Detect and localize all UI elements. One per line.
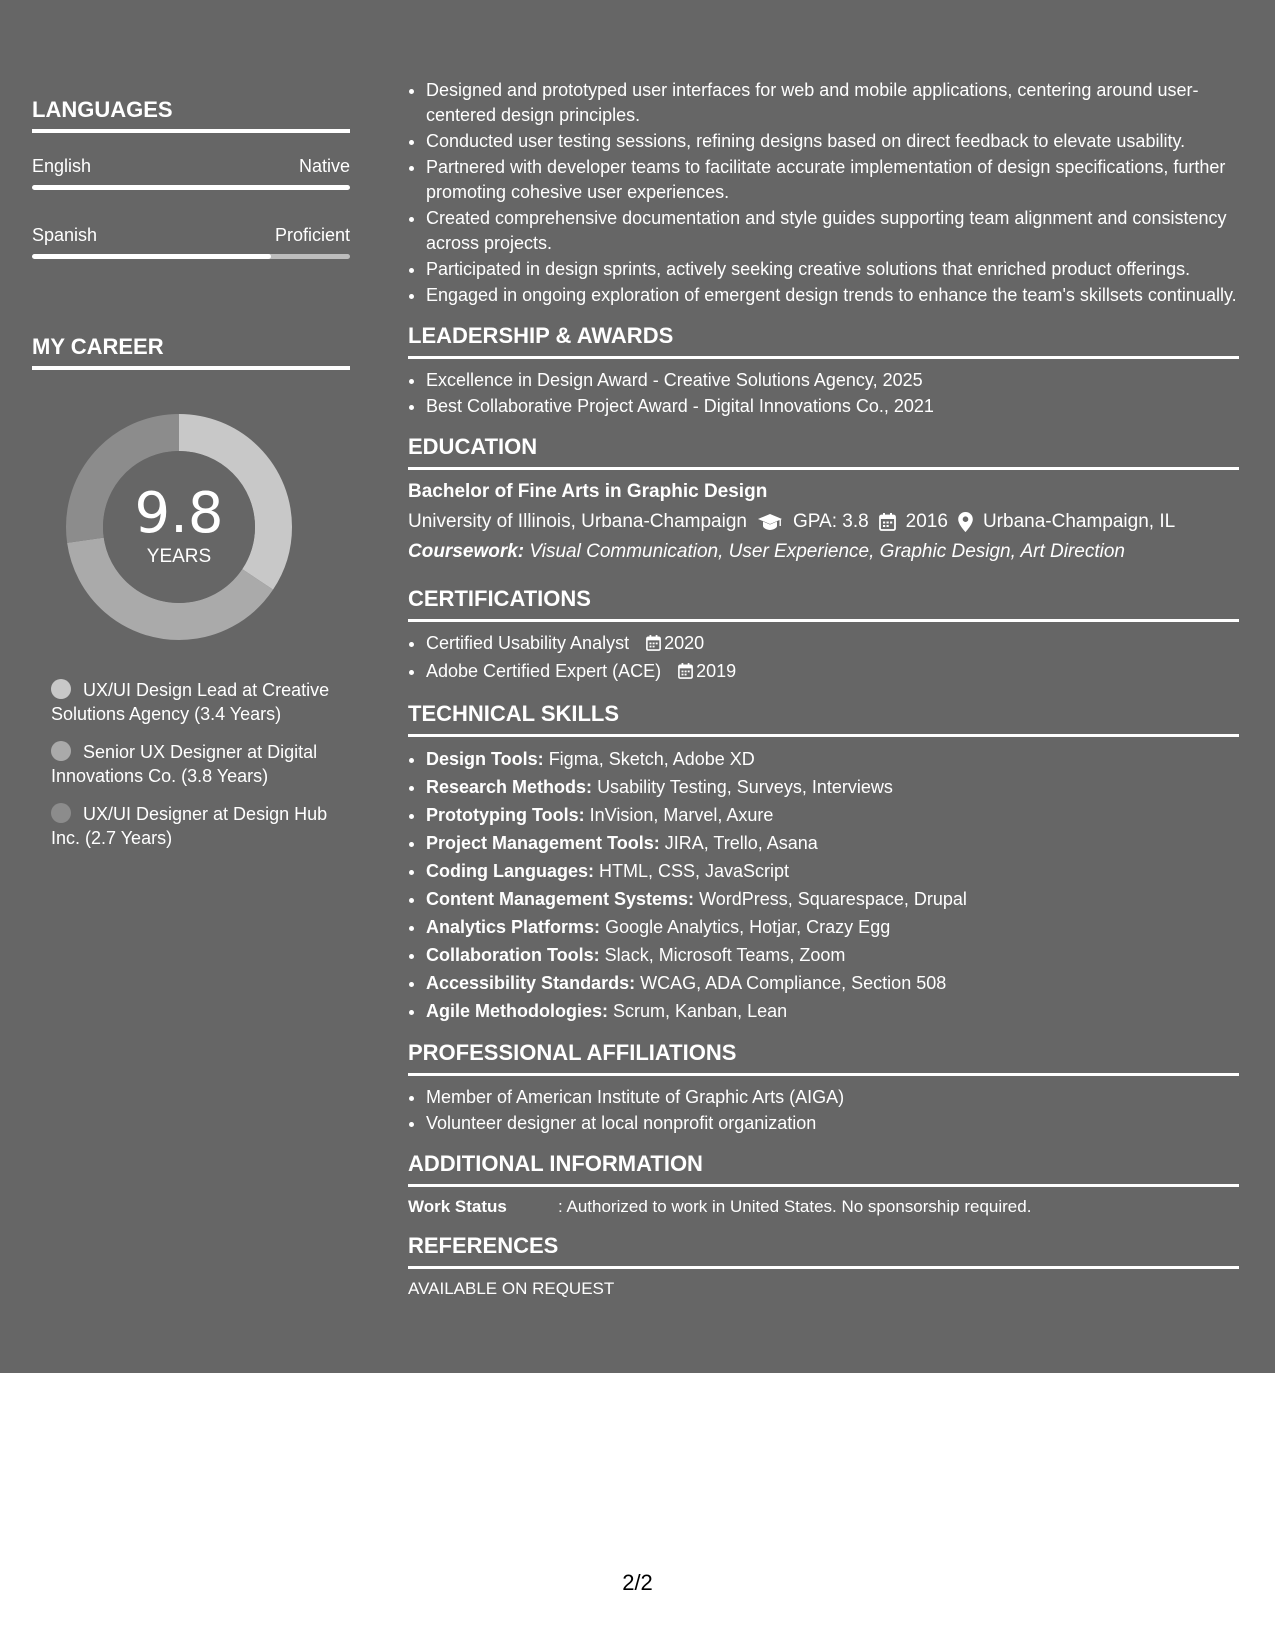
skill-item: • Prototyping Tools: InVision, Marvel, Axure xyxy=(426,802,1239,829)
additional-title: ADDITIONAL INFORMATION xyxy=(408,1150,1239,1187)
language-bar xyxy=(32,254,350,259)
skill-item: • Accessibility Standards: WCAG, ADA Compliance, Section 508 xyxy=(426,970,1239,997)
language-name: Spanish xyxy=(32,225,98,245)
skill-item: • Design Tools: Figma, Sketch, Adobe XD xyxy=(426,746,1239,773)
experience-bullet: • Conducted user testing sessions, refining designs based on direct feedback to elevate usability. xyxy=(426,129,1239,154)
references-title: REFERENCES xyxy=(408,1232,1239,1269)
language-name: English xyxy=(32,156,92,176)
education-location: Urbana-Champaign, IL xyxy=(982,511,1176,532)
career-item: Senior UX Designer at Digital Innovations Co. (3.8 Years) xyxy=(51,742,318,786)
language-bar-fill xyxy=(32,185,350,190)
map-pin-icon xyxy=(958,512,973,532)
calendar-icon xyxy=(646,633,661,658)
skills-section xyxy=(408,700,1239,1025)
affiliation-item: • Member of American Institute of Graphic Arts (AIGA) xyxy=(426,1085,1239,1110)
skills-title: TECHNICAL SKILLS xyxy=(408,700,1239,737)
language-bar-fill xyxy=(32,254,271,259)
skill-item: • Research Methods: Usability Testing, Surveys, Interviews xyxy=(426,774,1239,801)
affiliation-item: • Volunteer designer at local nonprofit organization xyxy=(426,1111,1239,1136)
left-column xyxy=(32,96,350,864)
page-number: 2/2 xyxy=(622,1570,653,1595)
experience-bullet: • Engaged in ongoing exploration of emergent design trends to enhance the team's skillsets continually. xyxy=(426,283,1239,308)
skill-item: • Project Management Tools: JIRA, Trello, Asana xyxy=(426,830,1239,857)
education-year: 2016 xyxy=(905,511,948,532)
education-details xyxy=(408,509,1239,535)
certifications-title: CERTIFICATIONS xyxy=(408,585,1239,622)
experience-bullet: • Designed and prototyped user interfaces for web and mobile applications, centering around user-centered design principles. xyxy=(426,78,1239,128)
education-coursework xyxy=(408,539,1239,565)
education-title: EDUCATION xyxy=(408,433,1239,470)
graduation-cap-icon xyxy=(757,513,783,531)
affiliations-section xyxy=(408,1039,1239,1136)
skill-item: • Agile Methodologies: Scrum, Kanban, Lean xyxy=(426,998,1239,1025)
work-status-row xyxy=(408,1196,1239,1218)
skill-item: • Collaboration Tools: Slack, Microsoft Teams, Zoom xyxy=(426,942,1239,969)
work-status-label: Work Status xyxy=(408,1197,507,1216)
experience-bullet: • Created comprehensive documentation and style guides supporting team alignment and consistency across projects. xyxy=(426,206,1239,256)
skill-item: • Content Management Systems: WordPress, Squarespace, Drupal xyxy=(426,886,1239,913)
education-school: University of Illinois, Urbana-Champaign xyxy=(408,511,747,532)
career-total-years: 9.8 xyxy=(134,481,224,546)
experience-bullet: • Partnered with developer teams to facilitate accurate implementation of design specifications, further promoting cohesive user experiences. xyxy=(426,155,1239,205)
career-list xyxy=(32,678,331,850)
certification-item: • Certified Usability Analyst 2020 xyxy=(426,631,1239,658)
language-level: Proficient xyxy=(274,225,350,245)
coursework-label: Coursework: xyxy=(408,541,525,562)
award-item: • Excellence in Design Award - Creative Solutions Agency, 2025 xyxy=(426,368,1239,393)
experience-bullets xyxy=(408,78,1239,308)
language-item-english xyxy=(32,155,350,190)
career-dot-icon xyxy=(51,741,71,761)
leadership-section xyxy=(408,322,1239,419)
career-dot-icon xyxy=(51,803,71,823)
right-column xyxy=(408,78,1239,1300)
award-item: • Best Collaborative Project Award - Digital Innovations Co., 2021 xyxy=(426,394,1239,419)
career-dot-icon xyxy=(51,679,71,699)
career-title: MY CAREER xyxy=(32,333,350,370)
affiliations-title: PROFESSIONAL AFFILIATIONS xyxy=(408,1039,1239,1076)
references-section xyxy=(408,1232,1239,1300)
education-gpa: GPA: 3.8 xyxy=(792,511,869,532)
education-section xyxy=(408,433,1239,565)
language-bar xyxy=(32,185,350,190)
language-item-spanish xyxy=(32,224,350,259)
career-total-unit: YEARS xyxy=(146,546,212,567)
experience-bullet: • Participated in design sprints, actively seeking creative solutions that enriched product offerings. xyxy=(426,257,1239,282)
languages-title: LANGUAGES xyxy=(32,96,350,133)
additional-section xyxy=(408,1150,1239,1218)
leadership-title: LEADERSHIP & AWARDS xyxy=(408,322,1239,359)
skill-item: • Analytics Platforms: Google Analytics, Hotjar, Crazy Egg xyxy=(426,914,1239,941)
education-degree: Bachelor of Fine Arts in Graphic Design xyxy=(408,481,768,502)
skill-item: • Coding Languages: HTML, CSS, JavaScript xyxy=(426,858,1239,885)
career-donut-chart xyxy=(66,414,292,640)
certifications-section xyxy=(408,585,1239,686)
references-text: AVAILABLE ON REQUEST xyxy=(408,1279,615,1298)
language-level: Native xyxy=(298,156,350,176)
calendar-icon xyxy=(678,661,693,686)
work-status-value: : Authorized to work in United States. No sponsorship required. xyxy=(558,1197,1032,1216)
certification-item: • Adobe Certified Expert (ACE) 2019 xyxy=(426,659,1239,686)
calendar-icon xyxy=(879,513,896,531)
career-item: UX/UI Design Lead at Creative Solutions Agency (3.4 Years) xyxy=(51,680,330,724)
coursework-value: Visual Communication, User Experience, Graphic Design, Art Direction xyxy=(529,541,1125,562)
career-item: UX/UI Designer at Design Hub Inc. (2.7 Years) xyxy=(51,804,328,848)
